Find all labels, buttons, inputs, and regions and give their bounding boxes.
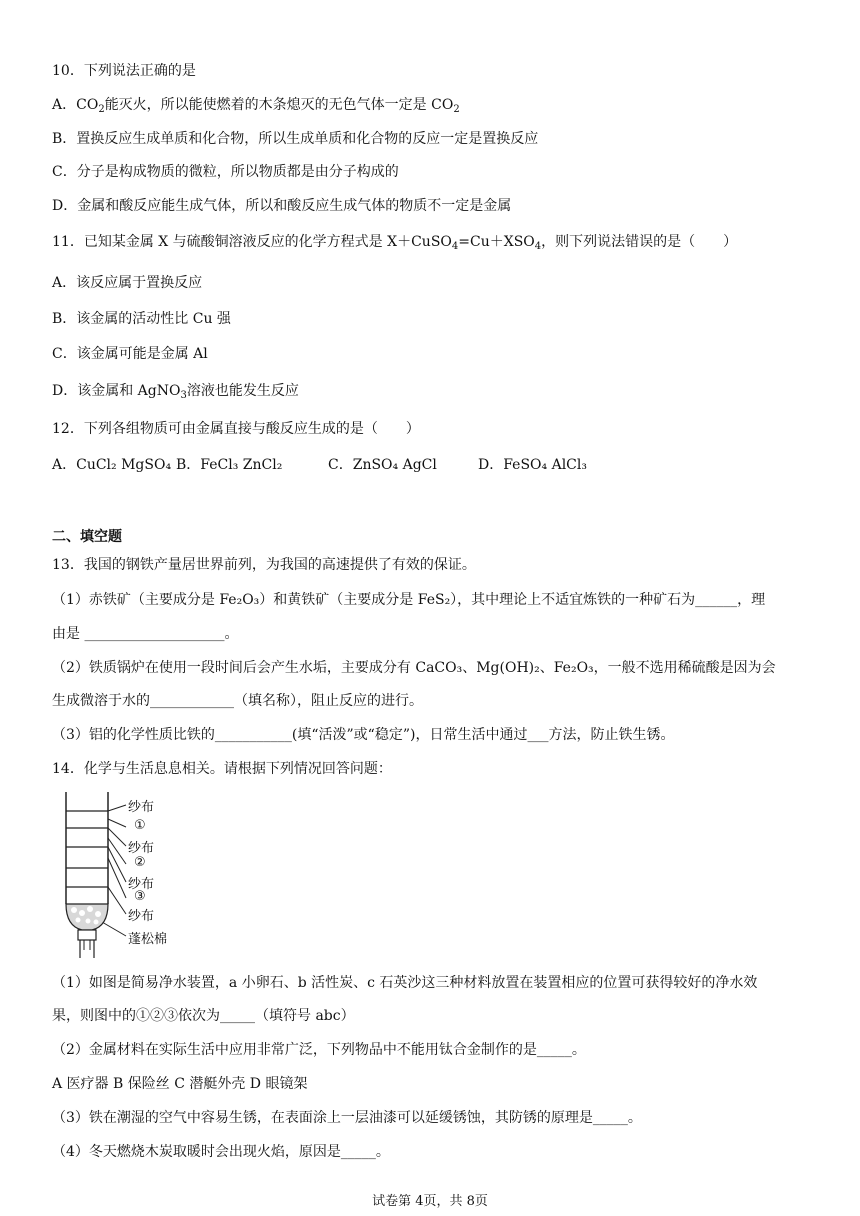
q14-part1-line1: （1）如图是简易净水装置，a 小卵石、b 活性炭、c 石英沙这三种材料放置在装置相应的位置可获得较好的净水效 [52,975,758,991]
q13-part2-line2: 生成微溶于水的____________（填名称），阻止反应的进行。 [52,693,423,709]
page-footer: 试卷第 4页，共 8页 [372,1194,488,1209]
q14-part1-line2: 果，则图中的①②③依次为_____（填符号 abc） [52,1008,355,1024]
q14-stem: 14．化学与生活息息相关。请根据下列情况回答问题： [52,761,392,777]
water-filter-figure [60,792,210,960]
q10-option-d: D．金属和酸反应能生成气体，所以和酸反应生成气体的物质不一定是金属 [52,198,512,214]
figure-label-layer-1: ① [134,818,146,833]
figure-label-layer-3: ③ [134,889,146,904]
q14-part3: （3）铁在潮湿的空气中容易生锈，在表面涂上一层油漆可以延缓锈蚀，其防锈的原理是_____。 [52,1110,642,1126]
q14-part2: （2）金属材料在实际生活中应用非常广泛，下列物品中不能用钛合金制作的是_____。 [52,1042,586,1058]
q10-option-b: B．置换反应生成单质和化合物，所以生成单质和化合物的反应一定是置换反应 [52,131,539,147]
q12-option-b: B．FeCl₃ ZnCl₂ [176,457,283,473]
figure-label-layer-2: ② [134,855,146,870]
q11-option-c: C．该金属可能是金属 Al [52,346,208,362]
q13-stem: 13．我国的钢铁产量居世界前列，为我国的高速提供了有效的保证。 [52,557,476,573]
q10-stem: 10．下列说法正确的是 [52,63,196,79]
q13-part3: （3）铝的化学性质比铁的___________(填“活泼”或“稳定”)，日常生活中通过___方法，防止铁生锈。 [52,727,675,743]
q11-stem: 11．已知某金属 X 与硫酸铜溶液反应的化学方程式是 $X+CuSO_4=Cu+XSO_4$，则下列说法错误的是（ ） [52,234,738,252]
q13-part1-line1: （1）赤铁矿（主要成分是 Fe₂O₃）和黄铁矿（主要成分是 FeS₂），其中理论上不适宜炼铁的一种矿石为______，理 [52,592,766,608]
figure-label-gauze-1: 纱布 [128,800,155,815]
section-title: 二、填空题 [52,529,122,545]
q11-option-d: D．该金属和 AgNO$_3$溶液也能发生反应 [52,383,299,401]
figure-label-cotton: 蓬松棉 [128,932,168,947]
q12-option-a: A．CuCl₂ MgSO₄ [52,457,172,473]
q11-option-b: B．该金属的活动性比 Cu 强 [52,311,231,327]
q11-option-a: A．该反应属于置换反应 [52,275,203,291]
figure-label-gauze-3: 纱布 [128,877,155,892]
q10-option-a: A．$CO_2$能灭火，所以能使燃着的木条熄灭的无色气体一定是 $CO_2$ [52,97,460,115]
figure-label-gauze-2: 纱布 [128,841,155,856]
q13-part1-line2: 由是 ____________________。 [52,626,239,642]
q12-stem: 12．下列各组物质可由金属直接与酸反应生成的是（ ） [52,421,420,437]
q10-option-c: C．分子是构成物质的微粒，所以物质都是由分子构成的 [52,164,399,180]
q14-part2-options: A 医疗器 B 保险丝 C 潜艇外壳 D 眼镜架 [52,1076,308,1092]
q13-part2-line1: （2）铁质锅炉在使用一段时间后会产生水垢，主要成分有 CaCO₃、Mg(OH)₂、Fe₂O₃，一般不选用稀硫酸是因为会 [52,660,776,676]
figure-label-gauze-4: 纱布 [128,909,155,924]
q14-part4: （4）冬天燃烧木炭取暖时会出现火焰，原因是_____。 [52,1144,390,1160]
q12-option-c: C．ZnSO₄ AgCl [328,457,437,473]
q12-option-d: D．FeSO₄ AlCl₃ [478,457,587,473]
q12-options [52,456,587,474]
